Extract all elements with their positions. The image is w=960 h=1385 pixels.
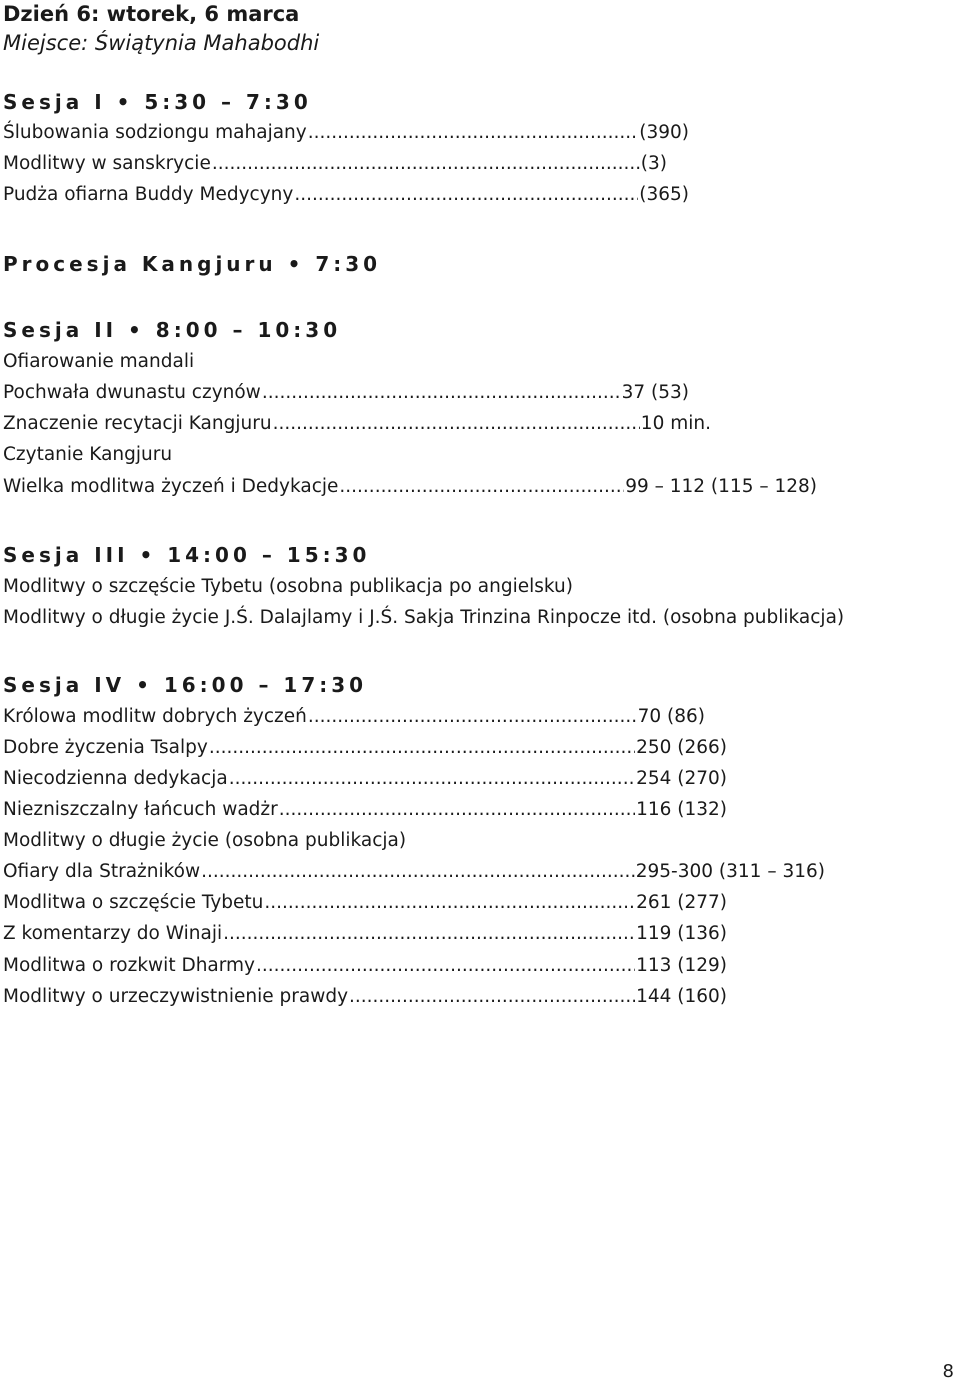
toc-row — [3, 411, 711, 437]
toc-title: Wielka modlitwa życzeń i Dedykacje — [3, 476, 339, 497]
toc-page: (3) — [640, 153, 667, 174]
toc-row — [3, 797, 727, 823]
toc-row — [3, 704, 705, 730]
dot-leader — [308, 120, 639, 146]
toc-title: Pochwała dwunastu czynów — [3, 382, 261, 403]
toc-title: Znaczenie recytacji Kangjuru — [3, 413, 272, 434]
toc-row — [3, 890, 727, 916]
dot-leader — [294, 182, 638, 208]
toc-row — [3, 859, 825, 885]
toc-title: Królowa modlitw dobrych życzeń — [3, 706, 307, 727]
toc-page: 70 (86) — [637, 706, 705, 727]
toc-page: 250 (266) — [636, 737, 727, 758]
dot-leader — [273, 411, 640, 437]
toc-page: 295-300 (311 – 316) — [635, 861, 825, 882]
toc-row — [3, 984, 727, 1010]
toc-row — [3, 151, 667, 177]
dot-leader — [201, 859, 635, 885]
dot-leader — [262, 380, 621, 406]
toc-page: 144 (160) — [636, 986, 727, 1007]
toc-title: Z komentarzy do Winaji — [3, 923, 223, 944]
toc-title: Modlitwy o urzeczywistnienie prawdy — [3, 986, 349, 1007]
session-2-heading: Sesja II • 8:00 – 10:30 — [3, 318, 342, 342]
dot-leader — [209, 735, 635, 761]
toc-row — [3, 953, 727, 979]
toc-page: 116 (132) — [636, 799, 727, 820]
toc-row — [3, 766, 727, 792]
toc-row — [3, 474, 817, 500]
toc-title: Modlitwa o rozkwit Dharmy — [3, 955, 256, 976]
toc-title: Niezniszczalny łańcuch wadżr — [3, 799, 278, 820]
toc-title: Dobre życzenia Tsalpy — [3, 737, 208, 758]
session-3-line: Modlitwy o szczęście Tybetu (osobna publikacja po angielsku) — [3, 576, 573, 597]
toc-row — [3, 380, 689, 406]
toc-page: 119 (136) — [636, 923, 727, 944]
toc-title: Ślubowania sodziongu mahajany — [3, 122, 307, 143]
session-2-line: Czytanie Kangjuru — [3, 444, 173, 465]
place-subtitle: Miejsce: Świątynia Mahabodhi — [3, 31, 320, 55]
toc-page: 261 (277) — [636, 892, 727, 913]
toc-page: (390) — [639, 122, 689, 143]
toc-page: 254 (270) — [636, 768, 727, 789]
toc-row — [3, 735, 727, 761]
toc-title: Ofiary dla Strażników — [3, 861, 201, 882]
toc-page: 99 – 112 (115 – 128) — [625, 476, 817, 497]
toc-row — [3, 921, 727, 947]
toc-title: Pudża ofiarna Buddy Medycyny — [3, 184, 294, 205]
toc-page: 10 min. — [640, 413, 711, 434]
session-2-line: Ofiarowanie mandali — [3, 351, 195, 372]
toc-title: Niecodzienna dedykacja — [3, 768, 228, 789]
toc-page: (365) — [639, 184, 689, 205]
toc-page: 37 (53) — [621, 382, 689, 403]
toc-title: Modlitwa o szczęście Tybetu — [3, 892, 264, 913]
day-title: Dzień 6: wtorek, 6 marca — [3, 2, 300, 26]
session-4-line: Modlitwy o długie życie (osobna publikacja) — [3, 830, 407, 851]
session-3-heading: Sesja III • 14:00 – 15:30 — [3, 543, 371, 567]
dot-leader — [308, 704, 637, 730]
dot-leader — [349, 984, 635, 1010]
dot-leader — [279, 797, 635, 823]
dot-leader — [229, 766, 635, 792]
dot-leader — [256, 953, 635, 979]
session-1-heading: Sesja I • 5:30 – 7:30 — [3, 90, 312, 114]
session-3-line: Modlitwy o długie życie J.Ś. Dalajlamy i J.Ś. Sakja Trinzina Rinpocze itd. (osobna publikacja) — [3, 607, 845, 628]
dot-leader — [339, 474, 624, 500]
procession-heading: Procesja Kangjuru • 7:30 — [3, 252, 382, 276]
page-number: 8 — [942, 1361, 954, 1382]
dot-leader — [264, 890, 635, 916]
toc-page: 113 (129) — [636, 955, 727, 976]
toc-row — [3, 182, 689, 208]
session-4-heading: Sesja IV • 16:00 – 17:30 — [3, 673, 368, 697]
dot-leader — [223, 921, 635, 947]
toc-title: Modlitwy w sanskrycie — [3, 153, 211, 174]
dot-leader — [212, 151, 640, 177]
toc-row — [3, 120, 689, 146]
